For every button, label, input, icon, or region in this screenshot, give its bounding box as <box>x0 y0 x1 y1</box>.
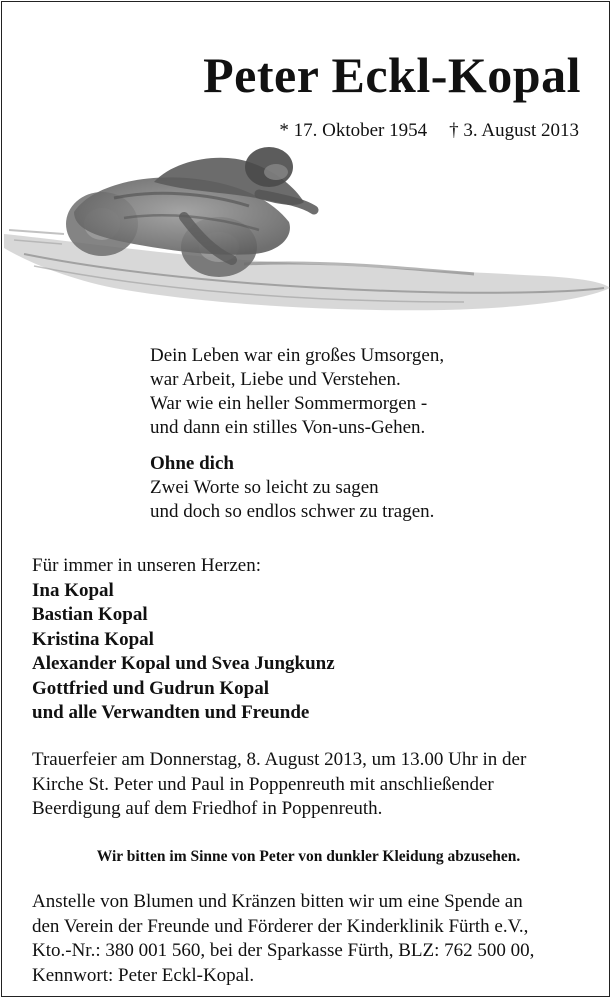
mourner-name: und alle Verwandten und Freunde <box>32 702 310 723</box>
donation-line: Kto.-Nr.: 380 001 560, bei der Sparkasse Fürth, BLZ: 762 500 00, <box>32 940 535 961</box>
mourners-intro: Für immer in unseren Herzen: <box>32 555 261 576</box>
donation-line: den Verein der Freunde und Förderer der Kinderklinik Fürth e.V., <box>32 915 529 937</box>
mourner-name: Alexander Kopal und Svea Jungkunz <box>32 653 335 674</box>
mourners-list <box>32 554 335 726</box>
ceremony-line: Kirche St. Peter und Paul in Poppenreuth mit anschließender <box>32 773 494 795</box>
mourner-name: Bastian Kopal <box>32 604 148 625</box>
poem-line: War wie ein heller Sommermorgen - <box>150 393 428 414</box>
poem-line: und dann ein stilles Von-uns-Gehen. <box>150 417 426 438</box>
obituary-frame <box>1 1 610 997</box>
poem-line: war Arbeit, Liebe und Verstehen. <box>150 369 401 390</box>
poem-line: Zwei Worte so leicht zu sagen <box>150 477 379 498</box>
donation-line: Kennwort: Peter Eckl-Kopal. <box>32 964 255 986</box>
donation-line: Anstelle von Blumen und Kränzen bitten wir um eine Spende an <box>32 891 523 912</box>
mourner-name: Gottfried und Gudrun Kopal <box>32 677 270 699</box>
mourner-name: Ina Kopal <box>32 579 114 601</box>
poem-line: und doch so endlos schwer zu tragen. <box>150 501 435 522</box>
life-dates <box>279 120 579 142</box>
poem-line: Dein Leben war ein großes Umsorgen, <box>150 345 445 366</box>
mourner-name: Kristina Kopal <box>32 628 154 650</box>
dress-request: Wir bitten im Sinne von Peter von dunkler Kleidung abzusehen. <box>96 848 521 865</box>
death-date: † 3. August 2013 <box>449 120 579 141</box>
ceremony-line: Beerdigung auf dem Friedhof in Poppenreuth. <box>32 798 383 819</box>
deceased-name: Peter Eckl-Kopal <box>203 47 581 103</box>
motorcycle-racer-sketch-icon <box>4 142 612 317</box>
ceremony-line: Trauerfeier am Donnerstag, 8. August 2013, um 13.00 Uhr in der <box>32 749 527 770</box>
ceremony-info <box>32 748 526 822</box>
donation-info <box>32 890 534 988</box>
poem-stanza-title: Ohne dich <box>150 453 234 474</box>
birth-date: * 17. Oktober 1954 <box>279 120 428 141</box>
poem <box>150 344 444 524</box>
